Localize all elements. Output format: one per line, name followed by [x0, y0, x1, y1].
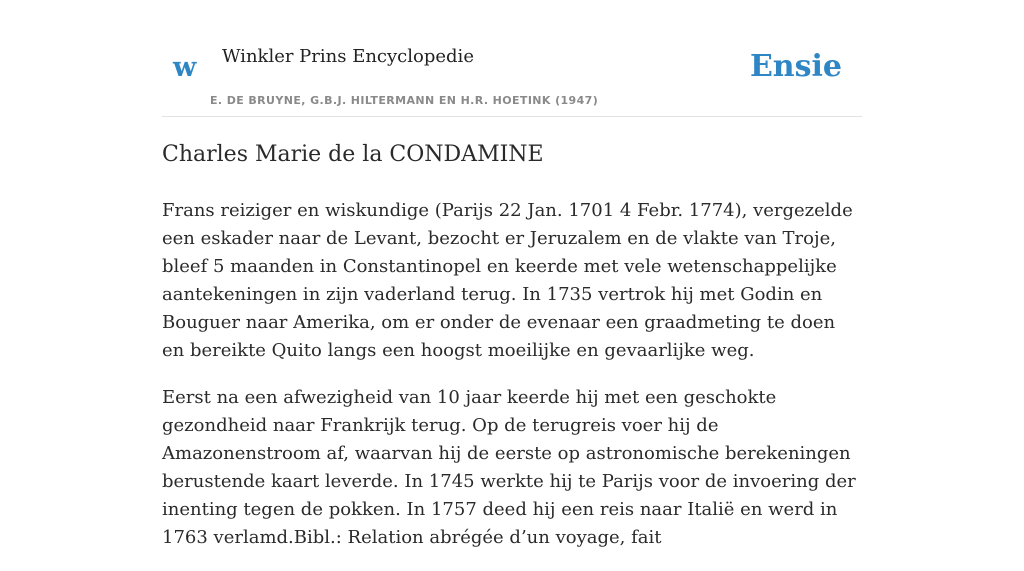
article-paragraph: Eerst na een afwezigheid van 10 jaar keerde hij met een geschokte gezondheid naar Frankrijk terug. Op de terugreis voer hij de Amazonenstroom af, waarvan hij de eerste op astronomische berekeningen berustende kaart leverde. In 1745 werkte hij te Parijs voor de invoering der inenting tegen de pokken. In 1757 deed hij een reis naar Italië en werd in 1763 verlamd.Bibl.: Relation abrégée d’un voyage, fait — [162, 387, 856, 548]
article-title: Charles Marie de la CONDAMINE — [162, 142, 544, 167]
brand-logo-link[interactable]: Ensie — [749, 49, 842, 84]
article — [162, 139, 862, 571]
source-title-link[interactable]: Winkler Prins Encyclopedie — [222, 46, 474, 67]
source-logo-icon[interactable]: w — [173, 52, 197, 83]
source-authors: E. DE BRUYNE, G.B.J. HILTERMANN EN H.R. HOETINK (1947) — [210, 94, 599, 107]
article-paragraph: Frans reiziger en wiskundige (Parijs 22 Jan. 1701 4 Febr. 1774), vergezelde een eskader naar de Levant, bezocht er Jeruzalem en de vlakte van Troje, bleef 5 maanden in Constantinopel en keerde met vele wetenschappelijke aantekeningen in zijn vaderland terug. In 1735 vertrok hij met Godin en Bouguer naar Amerika, om er onder de evenaar een graadmeting te doen en bereikte Quito langs een hoogst moeilijke en gevaarlijke weg. — [162, 200, 853, 361]
source-header — [162, 0, 862, 117]
